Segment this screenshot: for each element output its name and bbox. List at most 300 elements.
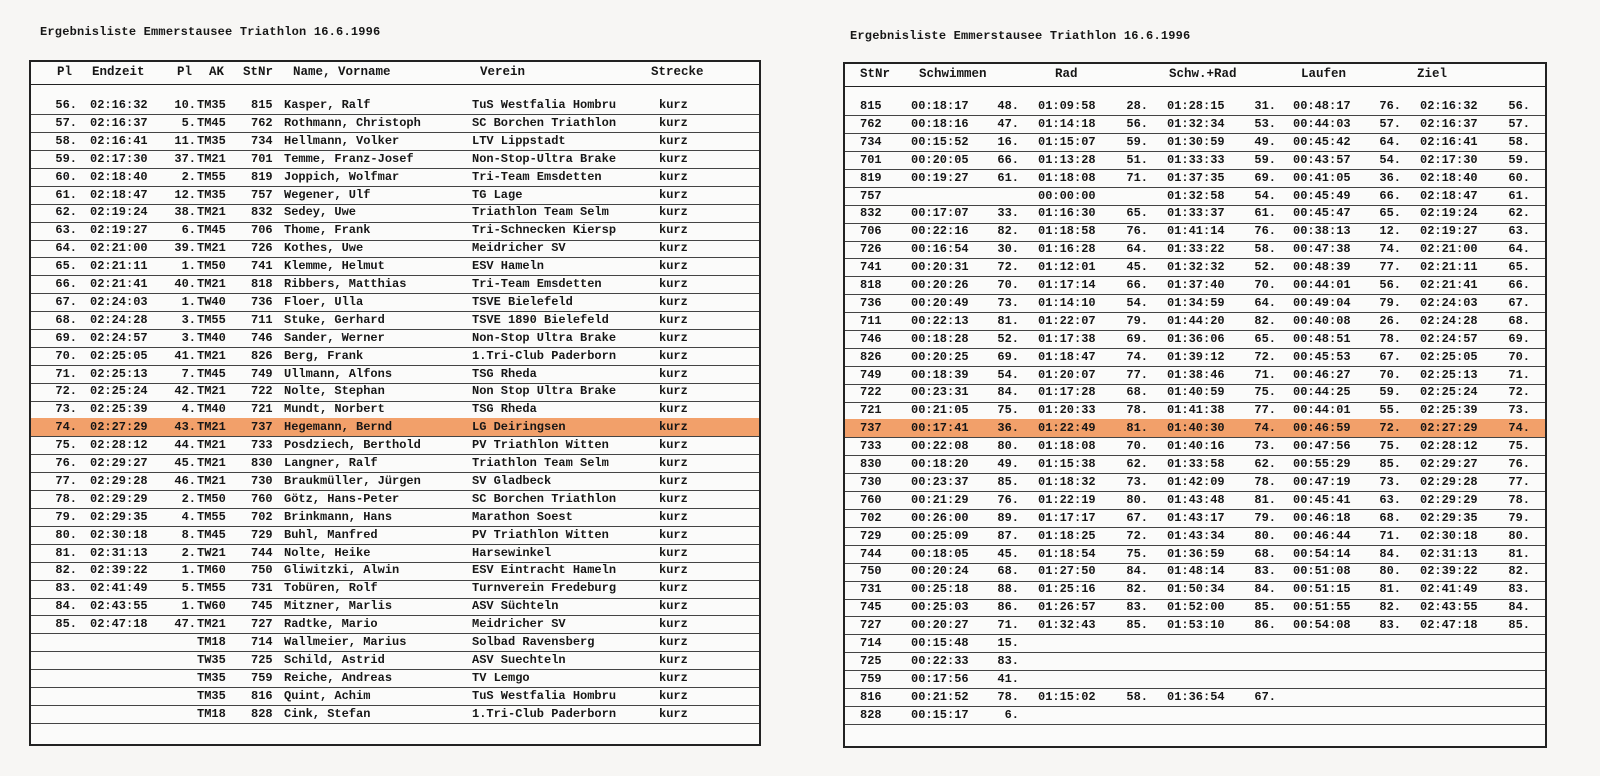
- cell-start-number: 815: [860, 99, 882, 113]
- cell-start-number: 828: [251, 706, 273, 721]
- cell-swim-bike-rank: 82.: [1254, 313, 1276, 328]
- cell-bike-time: 01:18:08: [1038, 170, 1096, 185]
- cell-finish-time: 02:24:28: [1420, 313, 1478, 328]
- cell-age-class: TM21: [197, 241, 226, 256]
- cell-swim-bike-rank: 68.: [1254, 546, 1276, 561]
- cell-swim-bike-rank: 70.: [1254, 278, 1276, 292]
- table-row: [845, 419, 1545, 438]
- cell-bike-rank: 75.: [1126, 546, 1148, 561]
- cell-swim-time: 00:21:52: [911, 689, 969, 704]
- cell-swim-time: 00:22:08: [911, 439, 969, 454]
- cell-start-number: 818: [251, 277, 273, 291]
- cell-finish-rank: 82.: [1508, 564, 1530, 579]
- table-row: [31, 472, 759, 491]
- cell-finish-time: 02:27:29: [90, 420, 148, 435]
- table-row: [31, 400, 759, 419]
- cell-run-time: 00:45:42: [1293, 134, 1351, 149]
- cell-swim-bike-time: 01:44:20: [1167, 313, 1225, 328]
- cell-finish-rank: 60.: [1508, 170, 1530, 185]
- cell-finish-time: 02:25:39: [1420, 403, 1478, 418]
- cell-club: Non-Stop Ultra Brake: [472, 330, 617, 345]
- cell-swim-time: 00:20:49: [911, 295, 969, 310]
- cell-name: Reiche, Andreas: [284, 670, 393, 685]
- cell-distance: kurz: [659, 581, 688, 596]
- cell-run-rank: 82.: [1379, 600, 1401, 615]
- cell-club: PV Triathlon Witten: [472, 527, 609, 542]
- cell-swim-bike-time: 01:28:15: [1167, 99, 1225, 113]
- cell-bike-time: 01:20:07: [1038, 367, 1096, 382]
- cell-swim-bike-rank: 86.: [1254, 618, 1276, 633]
- cell-swim-time: 00:21:29: [911, 492, 969, 507]
- cell-place: 66.: [55, 277, 77, 291]
- cell-distance: kurz: [659, 241, 688, 256]
- cell-bike-rank: 51.: [1126, 152, 1148, 167]
- cell-bike-rank: 69.: [1126, 331, 1148, 346]
- cell-run-rank: 70.: [1379, 367, 1401, 382]
- cell-swim-bike-rank: 59.: [1254, 152, 1276, 167]
- cell-finish-time: 02:24:03: [1420, 295, 1478, 310]
- cell-age-class: TM55: [197, 581, 226, 596]
- cell-finish-time: 02:18:40: [90, 169, 148, 184]
- cell-club: SV Gladbeck: [472, 473, 552, 488]
- cell-start-number: 757: [251, 187, 273, 202]
- cell-swim-time: 00:15:48: [911, 636, 969, 650]
- cell-place: 60.: [55, 169, 77, 184]
- header-place: Pl: [57, 65, 73, 79]
- cell-age-place: 4.: [181, 509, 196, 524]
- cell-swim-rank: 48.: [997, 99, 1019, 113]
- cell-swim-rank: 89.: [997, 510, 1019, 525]
- cell-start-number: 737: [251, 420, 273, 435]
- cell-swim-rank: 36.: [997, 421, 1019, 436]
- cell-age-class: TM55: [197, 509, 226, 524]
- cell-swim-rank: 84.: [997, 385, 1019, 400]
- cell-age-place: 1.: [181, 563, 196, 578]
- cell-swim-bike-time: 01:52:00: [1167, 600, 1225, 615]
- cell-age-place: 40.: [174, 277, 196, 291]
- cell-bike-time: 01:27:50: [1038, 564, 1096, 579]
- cell-name: Gliwitzki, Alwin: [284, 563, 400, 578]
- cell-start-number: 745: [860, 600, 882, 615]
- cell-finish-time: 02:31:13: [1420, 546, 1478, 561]
- cell-run-rank: 85.: [1379, 457, 1401, 471]
- cell-place: 77.: [55, 473, 77, 488]
- cell-name: Hegemann, Bernd: [284, 420, 393, 435]
- cell-bike-rank: 79.: [1126, 313, 1148, 328]
- cell-age-class: TM50: [197, 259, 226, 274]
- table-row: [31, 579, 759, 598]
- cell-start-number: 733: [860, 439, 882, 454]
- table-row: [31, 633, 759, 652]
- cell-finish-rank: 81.: [1508, 546, 1530, 561]
- cell-distance: kurz: [659, 688, 688, 703]
- cell-swim-rank: 68.: [997, 564, 1019, 579]
- table-row: [845, 187, 1545, 206]
- cell-run-rank: 64.: [1379, 134, 1401, 149]
- cell-age-place: 7.: [181, 366, 196, 381]
- cell-age-place: 5.: [181, 115, 196, 130]
- table-row: [31, 150, 759, 169]
- cell-swim-time: 00:17:41: [911, 421, 969, 436]
- cell-finish-time: 02:47:18: [90, 617, 148, 632]
- cell-distance: kurz: [659, 456, 688, 470]
- cell-run-time: 00:45:49: [1293, 188, 1351, 203]
- cell-club: TSG Rheda: [472, 402, 537, 417]
- cell-place: 78.: [55, 491, 77, 506]
- cell-bike-time: 01:22:19: [1038, 492, 1096, 507]
- cell-start-number: 702: [251, 509, 273, 524]
- cell-age-class: TM21: [197, 438, 226, 453]
- cell-swim-bike-rank: 75.: [1254, 385, 1276, 400]
- cell-swim-time: 00:20:26: [911, 278, 969, 292]
- table-row: [845, 652, 1545, 671]
- cell-finish-time: 02:19:24: [90, 205, 148, 220]
- cell-bike-time: 01:17:38: [1038, 331, 1096, 346]
- cell-bike-rank: 67.: [1126, 510, 1148, 525]
- table-row: [845, 598, 1545, 617]
- cell-age-place: 1.: [181, 294, 196, 309]
- table-row: [845, 276, 1545, 295]
- split-times-table: [843, 62, 1547, 748]
- table-row: [31, 96, 759, 115]
- cell-start-number: 736: [860, 295, 882, 310]
- cell-swim-bike-time: 01:43:48: [1167, 492, 1225, 507]
- cell-run-time: 00:44:03: [1293, 116, 1351, 131]
- cell-start-number: 726: [860, 242, 882, 257]
- cell-finish-time: 02:25:39: [90, 402, 148, 417]
- cell-swim-bike-time: 01:37:40: [1167, 278, 1225, 292]
- cell-distance: kurz: [659, 635, 688, 649]
- header-swim-bike: Schw.+Rad: [1169, 67, 1237, 81]
- cell-swim-rank: 83.: [997, 653, 1019, 668]
- cell-swim-time: 00:21:05: [911, 403, 969, 418]
- cell-age-class: TM21: [197, 617, 226, 632]
- cell-distance: kurz: [659, 617, 688, 632]
- table-row: [31, 257, 759, 276]
- cell-start-number: 729: [251, 527, 273, 542]
- cell-bike-rank: 80.: [1126, 492, 1148, 507]
- cell-finish-time: 02:21:41: [1420, 278, 1478, 292]
- cell-start-number: 714: [860, 636, 882, 650]
- cell-start-number: 734: [251, 133, 273, 148]
- cell-run-rank: 71.: [1379, 528, 1401, 543]
- cell-bike-rank: 68.: [1126, 385, 1148, 400]
- header-age-place: Pl: [177, 65, 193, 79]
- cell-age-class: TM35: [197, 98, 226, 112]
- cell-club: PV Triathlon Witten: [472, 438, 609, 453]
- header-name: Name, Vorname: [293, 65, 391, 79]
- cell-swim-time: 00:25:18: [911, 582, 969, 597]
- cell-age-class: TM45: [197, 527, 226, 542]
- cell-age-class: TM45: [197, 115, 226, 130]
- cell-age-class: TM40: [197, 330, 226, 345]
- cell-club: Solbad Ravensberg: [472, 635, 595, 649]
- cell-bike-time: 01:17:28: [1038, 385, 1096, 400]
- cell-bike-rank: 62.: [1126, 457, 1148, 471]
- cell-run-rank: 12.: [1379, 224, 1401, 239]
- table-row: [31, 382, 759, 401]
- cell-swim-time: 00:25:03: [911, 600, 969, 615]
- cell-start-number: 725: [251, 652, 273, 667]
- cell-club: 1.Tri-Club Paderborn: [472, 706, 617, 721]
- cell-distance: kurz: [659, 491, 688, 506]
- table-row: [845, 706, 1545, 725]
- cell-distance: kurz: [659, 330, 688, 345]
- cell-age-class: TM35: [197, 670, 226, 685]
- cell-swim-bike-time: 01:50:34: [1167, 582, 1225, 597]
- cell-age-place: 44.: [174, 438, 196, 453]
- cell-club: Harsewinkel: [472, 545, 552, 560]
- cell-finish-time: 02:16:41: [90, 133, 148, 148]
- cell-start-number: 706: [251, 223, 273, 238]
- cell-club: TuS Westfalia Hombru: [472, 98, 617, 112]
- cell-place: 62.: [55, 205, 77, 220]
- cell-start-number: 711: [251, 312, 273, 327]
- cell-name: Stuke, Gerhard: [284, 312, 385, 327]
- cell-finish-rank: 63.: [1508, 224, 1530, 239]
- cell-run-time: 00:48:51: [1293, 331, 1351, 346]
- cell-club: SC Borchen Triathlon: [472, 491, 617, 506]
- header-finish: Ziel: [1417, 67, 1448, 81]
- cell-start-number: 830: [251, 456, 273, 470]
- table-row: [845, 580, 1545, 599]
- cell-swim-bike-time: 01:30:59: [1167, 134, 1225, 149]
- cell-start-number: 832: [860, 206, 882, 221]
- cell-age-place: 3.: [181, 312, 196, 327]
- cell-finish-time: 02:17:30: [90, 151, 148, 166]
- cell-name: Radtke, Mario: [284, 617, 378, 632]
- cell-run-time: 00:46:27: [1293, 367, 1351, 382]
- cell-bike-time: 01:14:10: [1038, 295, 1096, 310]
- table-row: [845, 222, 1545, 241]
- cell-start-number: 746: [860, 331, 882, 346]
- cell-run-time: 00:48:39: [1293, 260, 1351, 275]
- header-distance: Strecke: [651, 65, 704, 79]
- cell-swim-rank: 86.: [997, 600, 1019, 615]
- cell-finish-rank: 73.: [1508, 403, 1530, 418]
- cell-swim-bike-rank: 64.: [1254, 295, 1276, 310]
- cell-bike-time: 01:12:01: [1038, 260, 1096, 275]
- cell-bike-time: 01:18:54: [1038, 546, 1096, 561]
- cell-start-number: 744: [860, 546, 882, 561]
- cell-run-time: 00:48:17: [1293, 99, 1351, 113]
- cell-run-rank: 65.: [1379, 206, 1401, 221]
- cell-swim-bike-rank: 83.: [1254, 564, 1276, 579]
- cell-finish-rank: 69.: [1508, 331, 1530, 346]
- header-swim: Schwimmen: [919, 67, 987, 81]
- cell-finish-rank: 83.: [1508, 582, 1530, 597]
- cell-age-class: TW35: [197, 652, 226, 667]
- cell-swim-time: 00:22:16: [911, 224, 969, 239]
- cell-distance: kurz: [659, 312, 688, 327]
- cell-age-place: 6.: [181, 223, 196, 238]
- cell-start-number: 706: [860, 224, 882, 239]
- cell-swim-bike-rank: 54.: [1254, 188, 1276, 203]
- cell-age-place: 1.: [181, 599, 196, 614]
- cell-age-place: 2.: [181, 169, 196, 184]
- cell-age-class: TM18: [197, 635, 226, 649]
- cell-start-number: 760: [860, 492, 882, 507]
- cell-run-rank: 83.: [1379, 618, 1401, 633]
- cell-run-time: 00:47:38: [1293, 242, 1351, 257]
- cell-name: Ullmann, Alfons: [284, 366, 393, 381]
- cell-finish-time: 02:39:22: [1420, 564, 1478, 579]
- cell-swim-time: 00:18:28: [911, 331, 969, 346]
- cell-distance: kurz: [659, 169, 688, 184]
- cell-start-number: 730: [860, 474, 882, 489]
- cell-swim-rank: 6.: [1004, 707, 1019, 722]
- cell-swim-rank: 30.: [997, 242, 1019, 257]
- cell-swim-rank: 52.: [997, 331, 1019, 346]
- cell-run-rank: 84.: [1379, 546, 1401, 561]
- table-row: [845, 688, 1545, 707]
- cell-run-rank: 55.: [1379, 403, 1401, 418]
- table-row: [31, 454, 759, 473]
- cell-swim-bike-time: 01:37:35: [1167, 170, 1225, 185]
- table-row: [845, 562, 1545, 581]
- header-age-class: AK: [209, 65, 225, 79]
- cell-start-number: 830: [860, 457, 882, 471]
- cell-finish-time: 02:30:18: [90, 527, 148, 542]
- cell-run-rank: 79.: [1379, 295, 1401, 310]
- cell-run-rank: 66.: [1379, 188, 1401, 203]
- header-finish-time: Endzeit: [92, 65, 145, 79]
- cell-finish-time: 02:16:32: [1420, 99, 1478, 113]
- cell-distance: kurz: [659, 277, 688, 291]
- cell-start-number: 818: [860, 278, 882, 292]
- cell-swim-bike-rank: 74.: [1254, 421, 1276, 436]
- cell-distance: kurz: [659, 133, 688, 148]
- cell-swim-time: 00:18:16: [911, 116, 969, 131]
- cell-age-class: TM35: [197, 688, 226, 703]
- cell-distance: kurz: [659, 438, 688, 453]
- cell-place: 72.: [55, 384, 77, 399]
- cell-age-class: TM21: [197, 151, 226, 166]
- table-row: [31, 329, 759, 348]
- cell-swim-bike-rank: 58.: [1254, 242, 1276, 257]
- cell-start-number: 711: [860, 313, 882, 328]
- cell-swim-bike-rank: 73.: [1254, 439, 1276, 454]
- cell-name: Mundt, Norbert: [284, 402, 385, 417]
- table-row: [845, 330, 1545, 349]
- cell-swim-bike-time: 01:41:14: [1167, 224, 1225, 239]
- table-row: [31, 597, 759, 616]
- cell-distance: kurz: [659, 205, 688, 220]
- table-row: [845, 97, 1545, 116]
- cell-bike-rank: 78.: [1126, 403, 1148, 418]
- cell-bike-rank: 85.: [1126, 618, 1148, 633]
- cell-run-time: 00:54:14: [1293, 546, 1351, 561]
- cell-start-number: 759: [251, 670, 273, 685]
- cell-start-number: 746: [251, 330, 273, 345]
- cell-place: 74.: [55, 420, 77, 435]
- cell-finish-rank: 64.: [1508, 242, 1530, 257]
- cell-finish-rank: 56.: [1508, 99, 1530, 113]
- cell-swim-bike-time: 01:43:34: [1167, 528, 1225, 543]
- cell-swim-bike-rank: 65.: [1254, 331, 1276, 346]
- cell-finish-time: 02:21:00: [90, 241, 148, 256]
- cell-bike-time: 01:15:38: [1038, 457, 1096, 471]
- cell-run-time: 00:47:56: [1293, 439, 1351, 454]
- cell-finish-time: 02:25:24: [1420, 385, 1478, 400]
- cell-start-number: 725: [860, 653, 882, 668]
- cell-start-number: 819: [860, 170, 882, 185]
- cell-finish-time: 02:39:22: [90, 563, 148, 578]
- cell-bike-time: 01:22:49: [1038, 421, 1096, 436]
- cell-finish-rank: 77.: [1508, 474, 1530, 489]
- cell-bike-time: 01:20:33: [1038, 403, 1096, 418]
- cell-swim-rank: 45.: [997, 546, 1019, 561]
- cell-age-place: 5.: [181, 581, 196, 596]
- table-row: [31, 293, 759, 312]
- cell-name: Sander, Werner: [284, 330, 385, 345]
- cell-place: 57.: [55, 115, 77, 130]
- cell-club: Meidricher SV: [472, 617, 566, 632]
- cell-swim-bike-time: 01:41:38: [1167, 403, 1225, 418]
- cell-run-rank: 36.: [1379, 170, 1401, 185]
- cell-run-time: 00:46:44: [1293, 528, 1351, 543]
- cell-swim-time: 00:20:27: [911, 618, 969, 633]
- cell-finish-time: 02:16:41: [1420, 134, 1478, 149]
- cell-finish-time: 02:16:37: [90, 115, 148, 130]
- cell-name: Schild, Astrid: [284, 652, 385, 667]
- cell-age-class: TM18: [197, 706, 226, 721]
- table-row: [31, 114, 759, 133]
- cell-finish-time: 02:24:57: [1420, 331, 1478, 346]
- cell-run-rank: 63.: [1379, 492, 1401, 507]
- cell-finish-time: 02:25:13: [1420, 367, 1478, 382]
- cell-swim-bike-rank: 84.: [1254, 582, 1276, 597]
- cell-finish-time: 02:16:32: [90, 98, 148, 112]
- cell-finish-time: 02:43:55: [90, 599, 148, 614]
- cell-finish-time: 02:25:13: [90, 366, 148, 381]
- cell-distance: kurz: [659, 706, 688, 721]
- cell-swim-rank: 15.: [997, 636, 1019, 650]
- table-row: [845, 616, 1545, 635]
- cell-distance: kurz: [659, 294, 688, 309]
- cell-run-time: 00:45:41: [1293, 492, 1351, 507]
- cell-finish-time: 02:29:27: [1420, 457, 1478, 471]
- cell-age-class: TM21: [197, 456, 226, 470]
- cell-distance: kurz: [659, 563, 688, 578]
- cell-finish-rank: 70.: [1508, 349, 1530, 364]
- cell-distance: kurz: [659, 545, 688, 560]
- table-row: [845, 473, 1545, 492]
- cell-finish-time: 02:31:13: [90, 545, 148, 560]
- cell-start-number: 816: [860, 689, 882, 704]
- cell-start-number: 744: [251, 545, 273, 560]
- cell-place: 67.: [55, 294, 77, 309]
- table-row: [31, 526, 759, 545]
- cell-run-time: 00:46:59: [1293, 421, 1351, 436]
- cell-age-place: 1.: [181, 259, 196, 274]
- cell-age-place: 41.: [174, 348, 196, 363]
- cell-swim-rank: 85.: [997, 474, 1019, 489]
- cell-name: Berg, Frank: [284, 348, 364, 363]
- cell-distance: kurz: [659, 366, 688, 381]
- cell-bike-rank: 58.: [1126, 689, 1148, 704]
- cell-club: Tri-Schnecken Kiersp: [472, 223, 617, 238]
- cell-finish-time: 02:25:05: [1420, 349, 1478, 364]
- cell-place: 71.: [55, 366, 77, 381]
- cell-bike-rank: 54.: [1126, 295, 1148, 310]
- cell-bike-time: 01:15:02: [1038, 689, 1096, 704]
- cell-swim-bike-rank: 71.: [1254, 367, 1276, 382]
- cell-bike-time: 01:18:25: [1038, 528, 1096, 543]
- cell-bike-rank: 28.: [1126, 99, 1148, 113]
- cell-name: Wegener, Ulf: [284, 187, 371, 202]
- cell-finish-time: 02:47:18: [1420, 618, 1478, 633]
